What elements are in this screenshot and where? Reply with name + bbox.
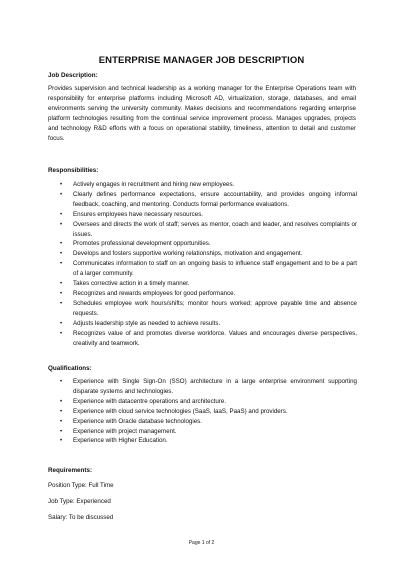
list-item <box>60 220 357 240</box>
list-item-text: Experience with cloud service technologies (SaaS, IaaS, PaaS) and providers. <box>73 407 288 415</box>
list-item <box>60 210 357 220</box>
list-item-text: Communicates information to staff on an ongoing basis to influence staff engagement and to be a part of a larger community. <box>73 260 357 278</box>
list-item <box>60 239 357 249</box>
bullet-icon: • <box>60 378 63 385</box>
list-item-text: Ensures employees have necessary resources. <box>73 210 204 218</box>
bullet-icon: • <box>60 289 63 297</box>
bullet-icon: • <box>60 190 63 198</box>
list-item-text: Experience with project management. <box>73 427 177 435</box>
list-item <box>60 319 357 329</box>
list-item-text: Oversees and directs the work of staff; serves as mentor, coach and leader, and resolves complaints or issues. <box>73 220 357 238</box>
bullet-icon: • <box>60 280 63 288</box>
salary: Salary: To be discussed <box>48 514 114 521</box>
list-item-text: Experience with Oracle database technologies. <box>73 417 202 425</box>
bullet-icon: • <box>60 437 63 445</box>
job-description-heading: Job Description: <box>48 72 98 79</box>
list-item <box>60 407 357 417</box>
list-item-text: Develops and fosters supportive working relationships, motivation and engagement. <box>73 250 303 258</box>
list-item-text: Clearly defines performance expectations, ensure accountability, and provides ongoing informal feedback, coaching, and mentoring. Conducts formal performance evaluations. <box>73 190 357 208</box>
list-item <box>60 180 357 190</box>
document-title: ENTERPRISE MANAGER JOB DESCRIPTION <box>98 55 305 66</box>
list-item <box>60 289 357 299</box>
list-item-text: Schedules employee work hours/shifts; monitor hours worked; approve payable time and absence requests. <box>73 299 357 317</box>
list-item <box>60 299 357 319</box>
list-item <box>60 436 357 446</box>
list-item-text: Experience with Higher Education. <box>73 437 168 445</box>
bullet-icon: • <box>60 417 63 425</box>
page-number: Page 1 of 2 <box>188 540 215 546</box>
bullet-icon: • <box>60 210 63 218</box>
qualifications-list <box>60 377 357 446</box>
list-item <box>60 377 357 397</box>
list-item <box>60 329 357 349</box>
bullet-icon: • <box>60 260 63 268</box>
list-item <box>60 397 357 407</box>
bullet-icon: • <box>60 397 63 405</box>
list-item-text: Recognizes value of and promotes diverse workforce. Values and encourages diverse perspectives, creativity and teamwork. <box>73 329 357 347</box>
list-item-text: Adjusts leadership style as needed to achieve results. <box>73 319 221 327</box>
responsibilities-heading: Responsibilities: <box>48 167 99 174</box>
qualifications-heading: Qualifications: <box>48 365 92 372</box>
list-item-text: Promotes professional development opportunities. <box>73 240 211 248</box>
bullet-icon: • <box>60 407 63 415</box>
list-item-text: Actively engages in recruitment and hiring new employees. <box>73 181 235 188</box>
list-item <box>60 427 357 437</box>
list-item-text: Recognizes and rewards employees for good performance. <box>73 289 236 297</box>
requirements-heading: Requirements: <box>48 467 93 474</box>
position-type: Position Type: Full Time <box>48 482 114 489</box>
bullet-icon: • <box>60 250 63 258</box>
list-item-text: Takes corrective action in a timely manner. <box>73 280 190 288</box>
job-description-text: Provides supervision and technical leadership as a working manager for the Enterprise Operations team with responsibility for enterprise platforms including Microsoft AD, virtualization, storage, databases, and email environments serving the university community. Makes decisions and recommendations regarding enterprise platform technologies resulting from the continual service improvement process. Manages upgrades, projects and technology R&D efforts with a focus on operational stability, timeliness, attention to detail and customer focus. <box>48 85 356 142</box>
list-item <box>60 249 357 259</box>
list-item <box>60 190 357 210</box>
list-item <box>60 259 357 279</box>
list-item <box>60 279 357 289</box>
list-item <box>60 417 357 427</box>
bullet-icon: • <box>60 329 63 337</box>
bullet-icon: • <box>60 181 63 188</box>
job-type: Job Type: Experienced <box>48 498 111 505</box>
bullet-icon: • <box>60 299 63 307</box>
bullet-icon: • <box>60 240 63 248</box>
responsibilities-list <box>60 180 357 348</box>
bullet-icon: • <box>60 220 63 228</box>
bullet-icon: • <box>60 319 63 327</box>
list-item-text: Experience with datacentre operations and architecture. <box>73 397 227 405</box>
list-item-text: Experience with Single Sign-On (SSO) architecture in a large enterprise environment supporting disparate systems and technologies. <box>73 378 357 395</box>
bullet-icon: • <box>60 427 63 435</box>
